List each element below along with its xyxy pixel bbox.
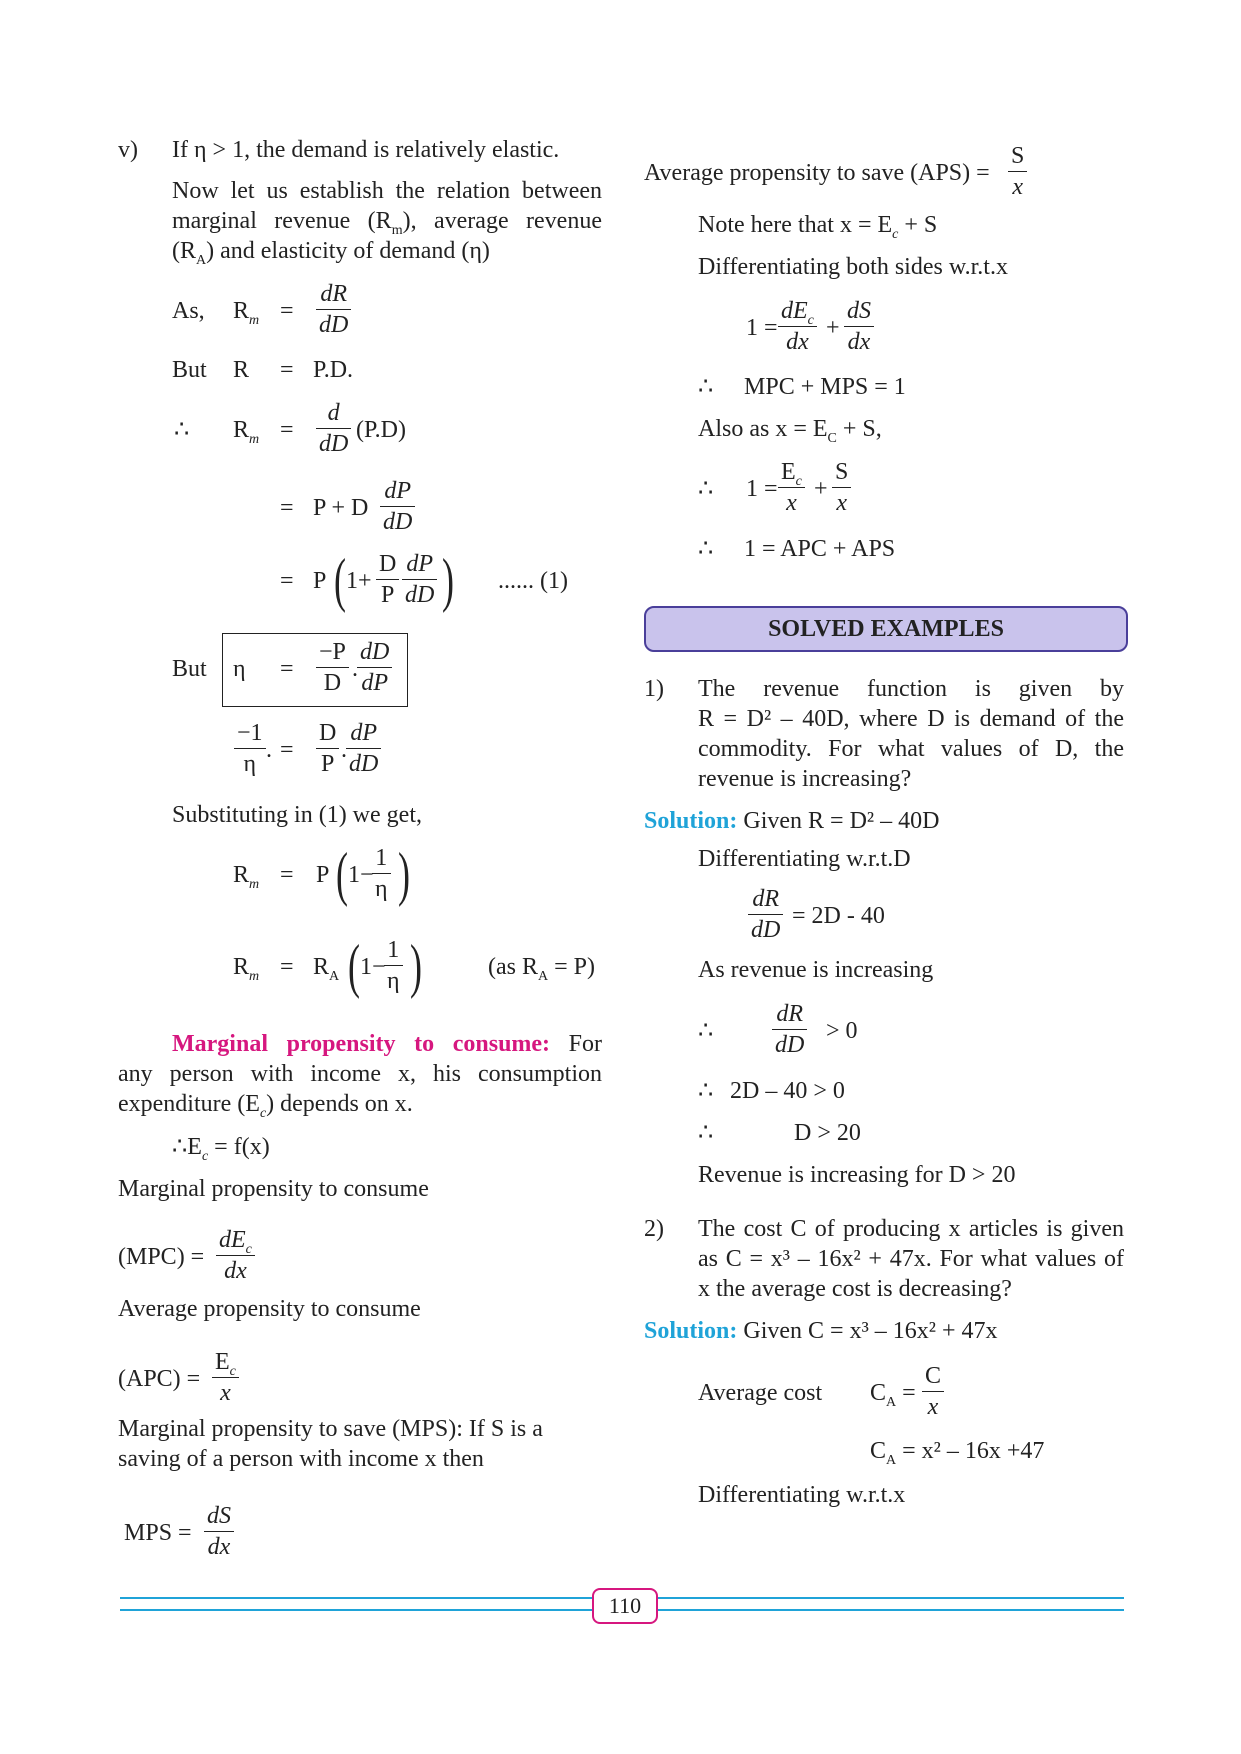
fraction-dR-dD: $\frac{dR}{dD}$ — [316, 279, 351, 340]
greater-than-zero: > 0 — [826, 1018, 858, 1044]
inequality-1: 2D – 40 > 0 — [730, 1078, 845, 1104]
ec-function: $\therefore E_c = f(x)$ — [172, 1134, 270, 1164]
fraction-dD-dP: $\frac{dD}{dP}$ — [357, 637, 392, 698]
fraction-dR-dD: $\frac{dR}{dD}$ — [772, 999, 807, 1060]
one-minus: 1− — [360, 954, 386, 980]
fraction-S-x: $\frac{S}{x}$ — [1008, 141, 1027, 202]
average-cost-function: $C_A = x^2 - 16x +47$ — [870, 1438, 1045, 1468]
equals-sign: = — [280, 357, 294, 383]
substituting-text: Substituting in (1) we get, — [172, 802, 422, 828]
intro-line-1: Now let us establish the relation between — [172, 178, 602, 204]
also-identity: Also as $x = E_C + S$, — [698, 416, 882, 446]
example-number: 2) — [644, 1216, 664, 1242]
apc-plus-aps: 1 = APC + APS — [744, 536, 896, 562]
item-number: v) — [118, 137, 138, 163]
example-1-line-1: The revenue function is given by — [698, 676, 1124, 702]
revenue-conclusion: Revenue is increasing for D > 20 — [698, 1162, 1016, 1188]
equals-sign: = — [280, 737, 294, 763]
right-paren: ) — [441, 547, 454, 613]
eta-symbol: η — [233, 656, 246, 682]
mpc-label: Marginal propensity to consume — [118, 1176, 429, 1202]
mpc-definition-line-3: expenditure $(E_c)$ depends on x. — [118, 1091, 413, 1121]
equals-sign: = — [280, 417, 294, 443]
fraction-S-x: $\frac{S}{x}$ — [832, 457, 851, 518]
fraction-1-eta: $\frac{1}{\eta}$ — [372, 843, 391, 904]
as-revenue-increasing: As revenue is increasing — [698, 957, 934, 983]
therefore-symbol: ∴ — [698, 374, 714, 400]
p-plus-d: P + D — [313, 495, 369, 521]
example-2-line-2: as C = x³ – 16x² + 47x. For what values of — [698, 1246, 1124, 1272]
fraction-C-x: $\frac{C}{x}$ — [922, 1361, 944, 1422]
one-equals: 1 = — [746, 315, 778, 341]
apc-equation: (APC) = — [118, 1366, 201, 1392]
mpc-definition-line-2: any person with income x, his consumption — [118, 1061, 602, 1087]
derivative-result: = 2D - 40 — [792, 903, 885, 929]
one-minus: 1− — [348, 862, 374, 888]
page-number: 110 — [592, 1588, 658, 1624]
plus-sign: + — [814, 476, 828, 502]
average-cost-label: Average cost — [698, 1380, 823, 1406]
example-1-line-2: R = D² – 40D, where D is demand of the — [698, 706, 1124, 732]
fraction-D-P: $\frac{D}{P}$ — [316, 718, 339, 779]
rm-symbol: $R_m$ — [233, 417, 260, 447]
but-label: But — [172, 656, 207, 682]
plus-sign: + — [826, 315, 840, 341]
intro-line-2: marginal revenue $(R_m)$, average revenue — [172, 208, 602, 238]
ra-symbol: $R_A$ — [313, 954, 340, 984]
left-paren: ( — [333, 547, 346, 613]
pd-paren: (P.D) — [356, 417, 407, 443]
fraction-D-P: $\frac{D}{P}$ — [376, 549, 399, 610]
one-equals: 1 = — [746, 476, 778, 502]
example-1-line-4: revenue is increasing? — [698, 766, 912, 792]
fraction-dEc-dx: $dE_c$ dx — [778, 296, 817, 357]
differentiating-both-sides: Differentiating both sides w.r.t.x — [698, 254, 1008, 280]
fraction-dS-dx: $\frac{dS}{dx}$ — [204, 1501, 234, 1562]
mpc-equation: (MPC) = — [118, 1244, 205, 1270]
fraction-Ec-x: $\frac{E_c}{x}$ — [212, 1347, 239, 1408]
r-symbol: R — [233, 357, 250, 383]
example-2-line-3: x the average cost is decreasing? — [698, 1276, 1012, 1302]
example-number: 1) — [644, 676, 664, 702]
fraction-1-eta: $\frac{1}{\eta}$ — [384, 935, 403, 996]
example-1-line-3: commodity. For what values of D, the — [698, 736, 1124, 762]
elasticity-statement: If η > 1, the demand is relatively elastic. — [172, 137, 560, 163]
equals-sign: = — [280, 298, 294, 324]
fraction-d-dD: $\frac{d}{dD}$ — [316, 398, 351, 459]
fraction-minusP-D: $\frac{-P}{D}$ — [316, 637, 349, 698]
differentiating-wrt-D: Differentiating w.r.t.D — [698, 846, 911, 872]
right-paren: ) — [409, 933, 422, 999]
apc-label: Average propensity to consume — [118, 1296, 421, 1322]
equation-number: ...... (1) — [498, 568, 568, 594]
dot: . — [266, 737, 272, 763]
but-label: But — [172, 357, 207, 383]
revenue-product: P.D. — [313, 357, 354, 383]
rm-symbol: $R_m$ — [233, 298, 260, 328]
fraction-dP-dD: $\frac{dP}{dD}$ — [380, 476, 415, 537]
note-identity: Note here that $x = E_c + S$ — [698, 212, 938, 242]
mps-definition-line-2: saving of a person with income x then — [118, 1446, 484, 1472]
example-2-line-1: The cost C of producing x articles is given — [698, 1216, 1124, 1242]
rm-symbol: $R_m$ — [233, 954, 260, 984]
right-paren: ) — [397, 841, 410, 907]
p-symbol: P — [313, 568, 327, 594]
therefore-symbol: ∴ — [698, 1120, 714, 1146]
fraction-dS-dx: $\frac{dS}{dx}$ — [844, 296, 874, 357]
fraction-dEc-dx: $dE_c$ dx — [216, 1225, 255, 1286]
dot: . — [341, 737, 347, 763]
p-symbol: P — [316, 862, 330, 888]
ca-symbol: $C_A$ = — [870, 1380, 916, 1410]
therefore-symbol: ∴ — [698, 476, 714, 502]
left-paren: ( — [335, 841, 348, 907]
equals-sign: = — [280, 656, 294, 682]
therefore-symbol: ∴ — [698, 1078, 714, 1104]
equals-sign: = — [280, 954, 294, 980]
fraction-dP-dD: $\frac{dP}{dD}$ — [346, 718, 381, 779]
differentiating-wrt-x: Differentiating w.r.t.x — [698, 1482, 906, 1508]
solved-examples-banner: SOLVED EXAMPLES — [644, 606, 1128, 652]
solution-1: Solution: Given R = D² – 40D — [644, 808, 940, 834]
equals-sign: = — [280, 568, 294, 594]
mpc-definition-line-1: Marginal propensity to consume: For — [172, 1031, 602, 1057]
one-plus: 1+ — [346, 568, 372, 594]
rm-symbol: $R_m$ — [233, 862, 260, 892]
as-label: As, — [172, 298, 205, 324]
fraction-Ec-x: $\frac{E_c}{x}$ — [778, 457, 805, 518]
ra-equals-p-note: (as $R_A = P$) — [488, 954, 595, 984]
left-paren: ( — [347, 933, 360, 999]
mps-definition-line-1: Marginal propensity to save (MPS): If S is a — [118, 1416, 543, 1442]
intro-line-3: $(R_A)$ and elasticity of demand (η) — [172, 238, 490, 268]
therefore-symbol: ∴ — [174, 417, 190, 443]
equals-sign: = — [280, 495, 294, 521]
mps-equation: MPS = — [124, 1520, 192, 1546]
dot: . — [352, 656, 358, 682]
therefore-symbol: ∴ — [698, 1018, 714, 1044]
therefore-symbol: ∴ — [698, 536, 714, 562]
equals-sign: = — [280, 862, 294, 888]
mpc-plus-mps: MPC + MPS = 1 — [744, 374, 906, 400]
fraction-dP-dD: $\frac{dP}{dD}$ — [402, 549, 437, 610]
fraction-minus1-eta: $\frac{-1}{\eta}$ — [234, 718, 266, 779]
fraction-dR-dD: $\frac{dR}{dD}$ — [748, 884, 783, 945]
inequality-2: D > 20 — [794, 1120, 861, 1146]
solution-2: Solution: Given C = x³ – 16x² + 47x — [644, 1318, 998, 1344]
aps-label: Average propensity to save (APS) = — [644, 160, 990, 186]
